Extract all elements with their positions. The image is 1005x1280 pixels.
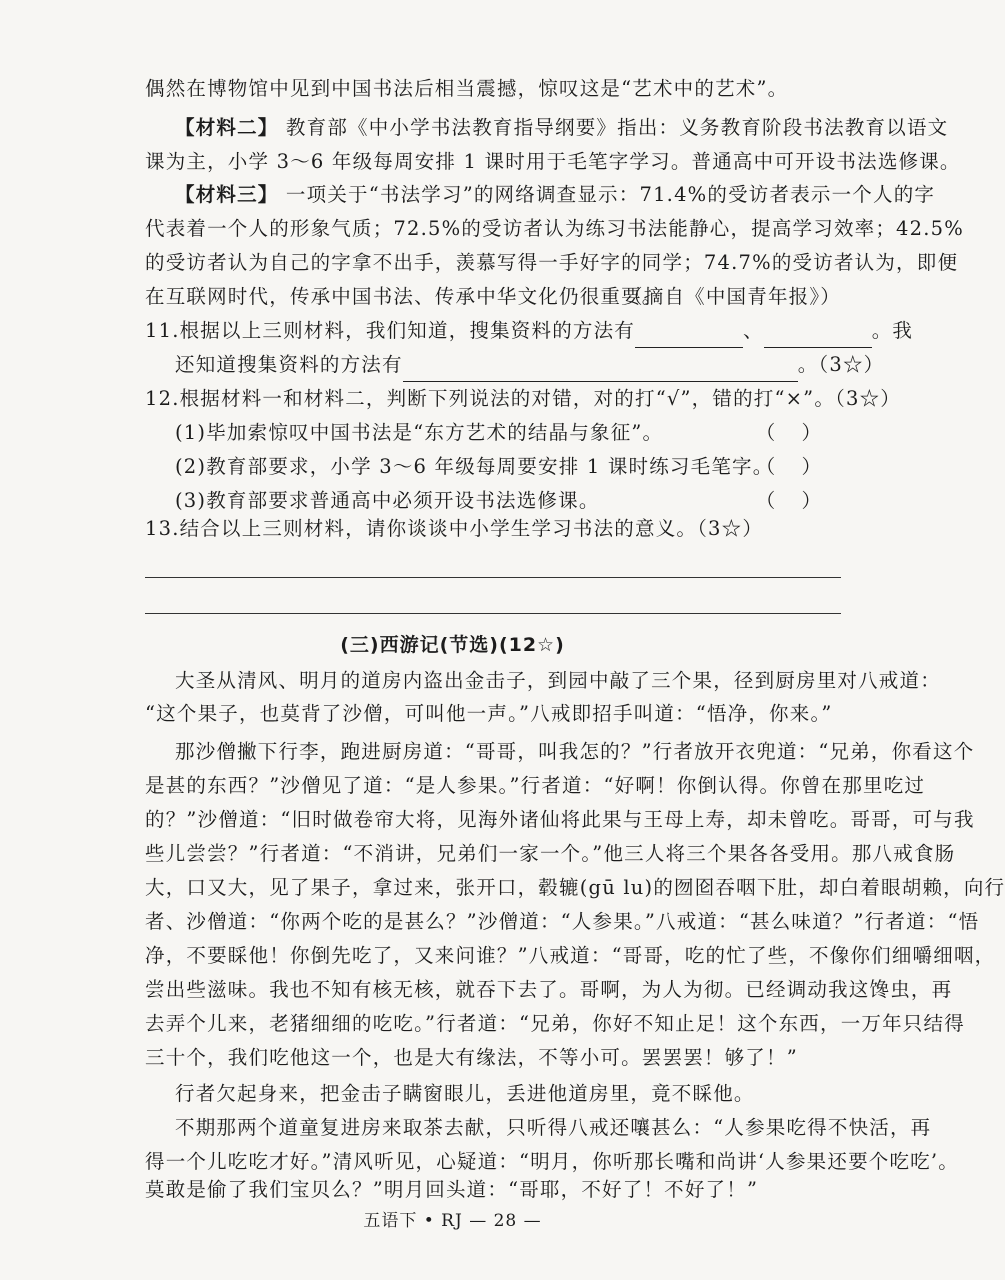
story-line: 得一个儿吃吃才好。”清风听见，心疑道：“明月，你听那长嘴和尚讲‘人参果还要个吃吃’。 bbox=[145, 1150, 959, 1173]
material2-label: 【材料二】 bbox=[175, 116, 279, 139]
material3-label: 【材料三】 bbox=[175, 183, 279, 206]
q12-answer-2[interactable]: （ ） bbox=[755, 455, 831, 478]
story-line: 者、沙僧道：“你两个吃的是甚么？”沙僧道：“人参果。”八戒道：“甚么味道？”行者道：“悟 bbox=[145, 910, 980, 933]
q12-stem: 12.根据材料一和材料二，判断下列说法的对错，对的打“√”，错的打“×”。（3☆） bbox=[145, 387, 902, 410]
q12-answer-1[interactable]: （ ） bbox=[755, 421, 831, 444]
story-line: “这个果子，也莫背了沙僧，可叫他一声。”八戒即招手叫道：“悟净，你来。” bbox=[145, 702, 833, 725]
material2-line1: 【材料二】 教育部《中小学书法教育指导纲要》指出：义务教育阶段书法教育以语文 bbox=[175, 116, 949, 139]
section-title: (三)西游记(节选)(12☆) bbox=[340, 634, 565, 656]
story-line: 行者欠起身来，把金击子瞒窗眼儿，丢进他道房里，竟不睬他。 bbox=[175, 1082, 755, 1105]
story-line: 那沙僧撇下行李，跑进厨房道：“哥哥，叫我怎的？”行者放开衣兜道：“兄弟，你看这个 bbox=[175, 740, 975, 763]
q11-blank-3[interactable] bbox=[403, 359, 798, 382]
story-line: 三十个，我们吃他这一个，也是大有缘法，不等小可。罢罢罢！够了！” bbox=[145, 1046, 798, 1069]
story-line: 莫敢是偷了我们宝贝么？”明月回头道：“哥耶，不好了！不好了！” bbox=[145, 1178, 759, 1201]
q13-stem: 13.结合以上三则材料，请你谈谈中小学生学习书法的意义。（3☆） bbox=[145, 517, 764, 540]
material3-source: （摘自《中国青年报》） bbox=[623, 285, 841, 308]
story-line: 是甚的东西？”沙僧见了道：“是人参果。”行者道：“好啊！你倒认得。你曾在那里吃过 bbox=[145, 774, 926, 797]
q11-line1: 11.根据以上三则材料，我们知道，搜集资料的方法有 、 。我 bbox=[145, 314, 841, 348]
material2-line2: 课为主，小学 3～6 年级每周安排 1 课时用于毛笔字学习。普通高中可开设书法选修课。 bbox=[145, 150, 961, 173]
story-line: 大，口又大，见了果子，拿过来，张开口，毂辘(gū lu)的囫囵吞咽下肚，却白着眼胡赖，向行 bbox=[145, 876, 1005, 899]
q12-item-3: (3)教育部要求普通高中必须开设书法选修课。 （ ） bbox=[175, 484, 841, 518]
story-line: 大圣从清风、明月的道房内盗出金击子，到园中敲了三个果，径到厨房里对八戒道： bbox=[175, 669, 941, 692]
q12-item-1: (1)毕加索惊叹中国书法是“东方艺术的结晶与象征”。 （ ） bbox=[175, 416, 841, 450]
story-line: 净，不要睬他！你倒先吃了，又来问谁？”八戒道：“哥哥，吃的忙了些，不像你们细嚼细咽， bbox=[145, 944, 996, 967]
q11-line2: 还知道搜集资料的方法有 。（3☆） bbox=[175, 348, 841, 382]
story-line: 些儿尝尝？”行者道：“不消讲，兄弟们一家一个。”他三人将三个果各各受用。那八戒食肠 bbox=[145, 842, 956, 865]
material3-line4: 在互联网时代，传承中国书法、传承中华文化仍很重要。 （摘自《中国青年报》） bbox=[145, 280, 841, 314]
material1-tail: 偶然在博物馆中见到中国书法后相当震撼，惊叹这是“艺术中的艺术”。 bbox=[145, 77, 789, 100]
q13-answer-line-2[interactable] bbox=[145, 613, 841, 614]
q11-blank-2[interactable] bbox=[764, 325, 872, 348]
q11-blank-1[interactable] bbox=[635, 325, 743, 348]
q12-item-2: (2)教育部要求，小学 3～6 年级每周要安排 1 课时练习毛笔字。 （ ） bbox=[175, 450, 841, 484]
material3-line3: 的受访者认为自己的字拿不出手，羡慕写得一手好字的同学；74.7%的受访者认为，即便 bbox=[145, 251, 959, 274]
q12-answer-3[interactable]: （ ） bbox=[755, 489, 831, 512]
story-line: 去弄个儿来，老猪细细的吃吃。”行者道：“兄弟，你好不知止足！这个东西，一万年只结得 bbox=[145, 1012, 965, 1035]
q13-answer-line-1[interactable] bbox=[145, 577, 841, 578]
story-line: 尝出些滋味。我也不知有核无核，就吞下去了。哥啊，为人为彻。已经调动我这馋虫，再 bbox=[145, 978, 953, 1001]
page-footer: 五语下 • RJ — 28 — bbox=[363, 1211, 542, 1231]
material3-line1: 【材料三】 一项关于“书法学习”的网络调查显示：71.4%的受访者表示一个人的字 bbox=[175, 183, 936, 206]
story-line: 的？”沙僧道：“旧时做卷帘大将，见海外诸仙将此果与王母上寿，却未曾吃。哥哥，可与我 bbox=[145, 808, 975, 831]
material3-line2: 代表着一个人的形象气质；72.5%的受访者认为练习书法能静心，提高学习效率；42.5% bbox=[145, 217, 964, 240]
story-line: 不期那两个道童复进房来取茶去献，只听得八戒还嚷甚么：“人参果吃得不快活，再 bbox=[175, 1116, 932, 1139]
